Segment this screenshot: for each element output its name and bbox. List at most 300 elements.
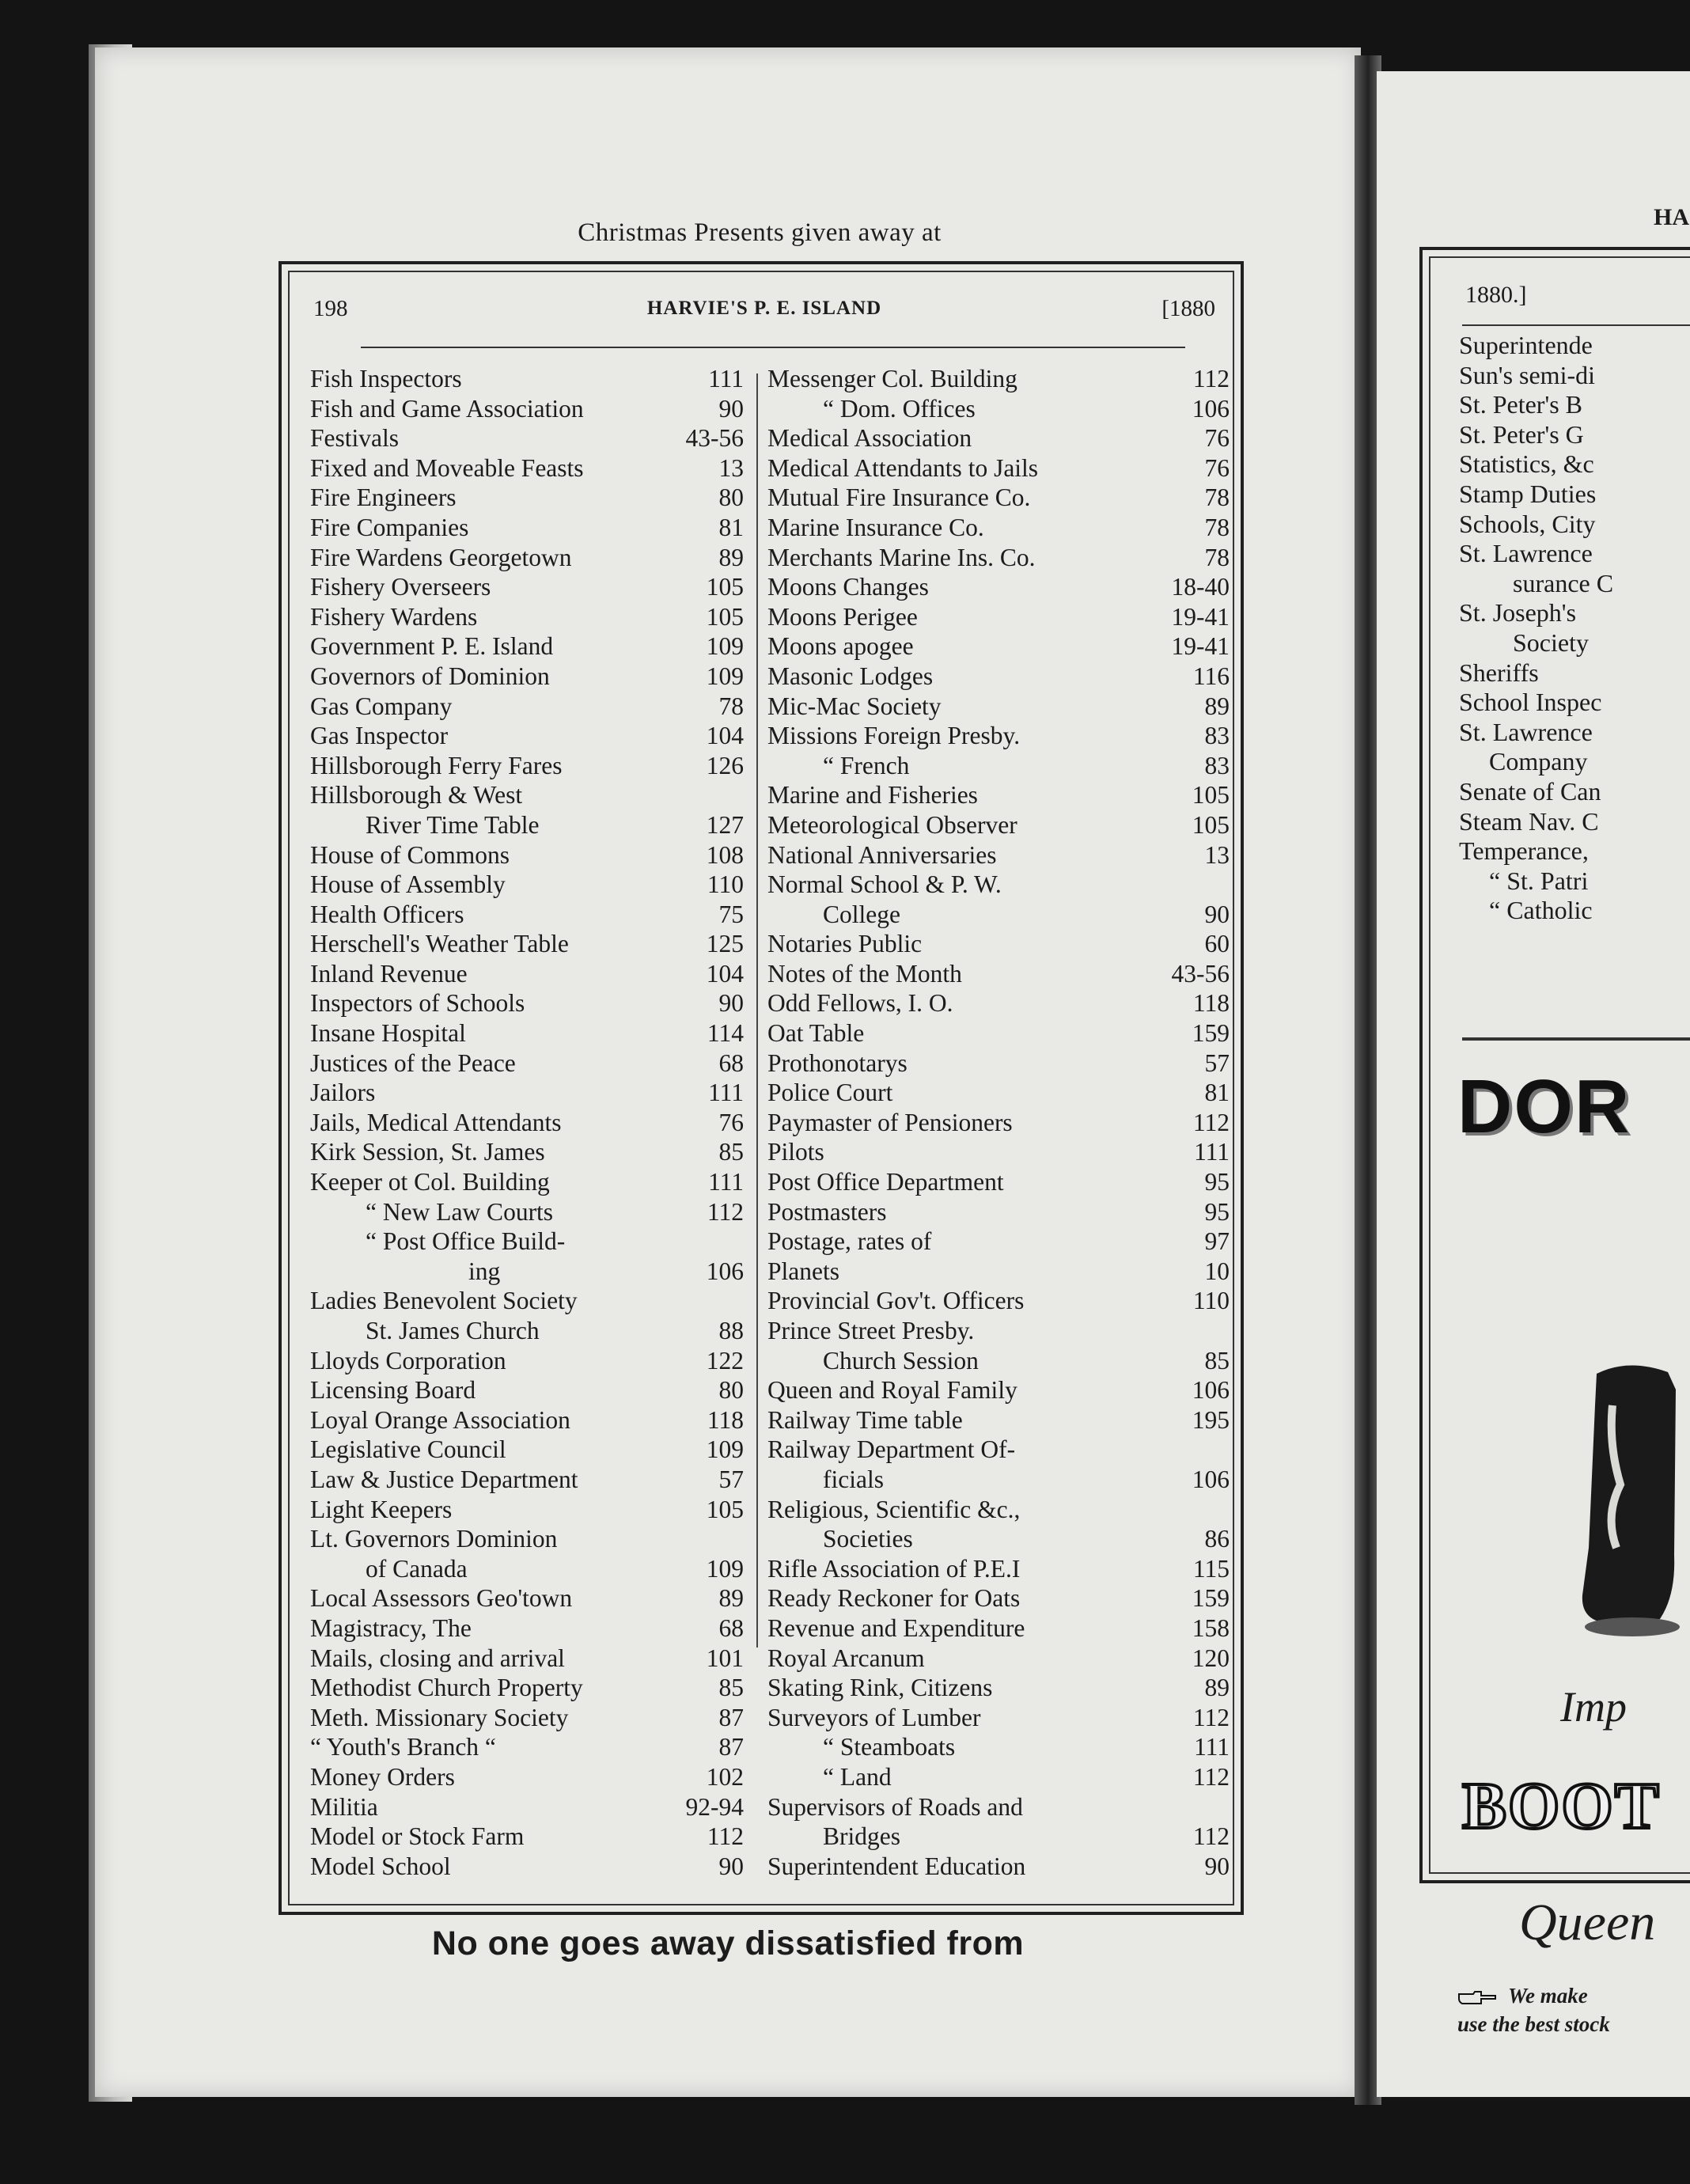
index-entry-title: Keeper ot Col. Building xyxy=(310,1168,550,1196)
index-entry-title: “ Youth's Branch “ xyxy=(310,1733,496,1761)
index-entry-page: 111 xyxy=(708,1079,744,1107)
index-entry-page: 57 xyxy=(1204,1048,1230,1077)
index-entry-page: 76 xyxy=(1204,424,1230,453)
index-entry-page: 19-41 xyxy=(1171,602,1230,631)
index-entry-title: Missions Foreign Presby. xyxy=(767,722,1021,750)
index-entry xyxy=(767,1583,1230,1613)
index-entry xyxy=(767,1613,1230,1644)
index-entry-title: Lloyds Corporation xyxy=(310,1346,506,1374)
index-entry-title: Fish Inspectors xyxy=(310,365,462,392)
index-entry-page: 109 xyxy=(706,1554,744,1583)
index-frame-inner xyxy=(288,271,1234,1905)
index-entry-page: 68 xyxy=(718,1613,744,1642)
index-entry xyxy=(767,1018,1230,1048)
index-entry-title: Local Assessors Geo'town xyxy=(310,1584,573,1613)
index-entry xyxy=(767,1227,1230,1257)
index-entry-title: Religious, Scientific &c., xyxy=(767,1495,1021,1523)
index-entry-page: 112 xyxy=(1192,365,1230,392)
index-entry xyxy=(310,662,744,692)
index-entry xyxy=(310,929,744,959)
index-entry xyxy=(767,483,1230,513)
index-entry-title: National Anniversaries xyxy=(767,840,997,869)
index-entry-title: Loyal Orange Association xyxy=(310,1405,570,1434)
index-entry xyxy=(310,1018,744,1048)
pointing-hand-icon xyxy=(1457,1989,1497,2007)
index-entry-title: Planets xyxy=(767,1257,839,1285)
index-entry-page: 112 xyxy=(707,1822,744,1851)
index-entry-page: 110 xyxy=(707,870,744,899)
index-entry xyxy=(310,394,744,424)
index-entry xyxy=(310,1792,744,1822)
right-index-entry: Company xyxy=(1489,747,1588,776)
ad-make-text xyxy=(1457,1981,1610,2038)
index-entry-page xyxy=(739,1286,744,1316)
index-entry-title: Queen and Royal Family xyxy=(767,1376,1017,1405)
index-entry-title: “ French xyxy=(823,751,910,779)
index-entry xyxy=(310,1286,744,1316)
index-entry-title: River Time Table xyxy=(366,810,540,839)
index-entry-page: 76 xyxy=(718,1108,744,1136)
index-entry xyxy=(767,1048,1230,1079)
index-entry xyxy=(767,1495,1230,1525)
index-column-right xyxy=(767,364,1230,1881)
running-title: HARVIE'S P. E. ISLAND xyxy=(646,298,882,319)
index-entry xyxy=(310,1762,744,1792)
right-page xyxy=(1377,71,1690,2097)
index-entry-title: Postmasters xyxy=(767,1197,887,1226)
right-index-entry: St. Peter's G xyxy=(1459,419,1584,449)
right-index-entry: Steam Nav. C xyxy=(1459,806,1599,836)
right-index-entry: St. Lawrence xyxy=(1459,539,1593,568)
index-entry-title: Postage, rates of xyxy=(767,1227,932,1256)
index-entry-page: 112 xyxy=(707,1197,744,1226)
right-index-entry: Temperance, xyxy=(1459,836,1589,866)
index-entry-page: 111 xyxy=(1194,1138,1230,1166)
index-entry xyxy=(767,1197,1230,1227)
index-entry-page: 105 xyxy=(706,573,744,601)
index-entry-page: 89 xyxy=(1204,692,1230,720)
index-entry-page: 43-56 xyxy=(685,424,744,453)
right-index-entry: “ St. Patri xyxy=(1489,866,1589,895)
index-entry xyxy=(767,751,1230,781)
index-entry xyxy=(310,1316,744,1346)
index-entry xyxy=(767,870,1230,900)
index-entry xyxy=(310,1078,744,1108)
index-entry-title: House of Commons xyxy=(310,840,510,869)
ad-title: DOR xyxy=(1457,1064,1631,1149)
index-entry xyxy=(310,602,744,632)
index-entry xyxy=(310,810,744,840)
index-entry-page: 89 xyxy=(718,1584,744,1613)
index-entry xyxy=(767,1137,1230,1167)
index-entry-page xyxy=(1225,1435,1230,1465)
index-entry xyxy=(767,1286,1230,1316)
index-entry-page: 80 xyxy=(718,1376,744,1405)
index-entry-title: Ladies Benevolent Society xyxy=(310,1287,578,1315)
index-entry-title: Skating Rink, Citizens xyxy=(767,1674,993,1702)
right-frame xyxy=(1419,247,1690,2036)
index-entry-title: “ Dom. Offices xyxy=(823,394,976,423)
index-entry-page: 111 xyxy=(708,365,744,392)
index-entry-page: 90 xyxy=(1204,1852,1230,1880)
index-entry-title: Fire Wardens Georgetown xyxy=(310,543,572,571)
index-entry-page: 120 xyxy=(1192,1644,1230,1672)
index-entry-page: 104 xyxy=(706,959,744,988)
index-entry-page: 159 xyxy=(1192,1584,1230,1613)
ad-line-1: We make xyxy=(1508,1984,1588,2008)
index-entry xyxy=(767,1108,1230,1138)
index-entry xyxy=(310,1346,744,1376)
index-entry-page: 85 xyxy=(1204,1346,1230,1374)
index-entry-title: Kirk Session, St. James xyxy=(310,1138,545,1166)
index-entry-page: 111 xyxy=(708,1168,744,1196)
index-entry xyxy=(767,1852,1230,1882)
index-entry-page: 78 xyxy=(1204,483,1230,512)
index-entry xyxy=(767,900,1230,930)
index-entry xyxy=(310,483,744,513)
index-entry-title: Moons Perigee xyxy=(767,602,918,631)
index-entry-title: Notes of the Month xyxy=(767,959,962,988)
index-entry xyxy=(767,1405,1230,1435)
index-entry-page: 76 xyxy=(1204,453,1230,482)
index-entry-page: 112 xyxy=(1192,1762,1230,1791)
index-entry-title: Legislative Council xyxy=(310,1435,506,1464)
index-entry-page: 118 xyxy=(707,1405,744,1434)
index-entry xyxy=(310,900,744,930)
index-entry xyxy=(310,1167,744,1197)
index-entry xyxy=(310,631,744,662)
index-entry-page: 13 xyxy=(718,453,744,482)
index-entry-title: Hillsborough Ferry Fares xyxy=(310,751,563,779)
index-entry-title: of Canada xyxy=(366,1554,468,1583)
index-entry-page: 112 xyxy=(1192,1822,1230,1851)
index-entry xyxy=(310,721,744,751)
index-entry-page xyxy=(739,1524,744,1554)
index-entry-title: Paymaster of Pensioners xyxy=(767,1108,1013,1136)
index-entry-page: 116 xyxy=(1192,662,1230,690)
index-entry xyxy=(310,1673,744,1703)
index-entry-title: Marine Insurance Co. xyxy=(767,513,984,541)
index-entry-page: 125 xyxy=(706,930,744,958)
index-entry-title: Model or Stock Farm xyxy=(310,1822,525,1851)
index-entry-title: Medical Association xyxy=(767,424,972,453)
index-entry-title: Magistracy, The xyxy=(310,1613,472,1642)
index-entry-page: 90 xyxy=(718,989,744,1018)
index-entry xyxy=(767,1762,1230,1792)
index-entry xyxy=(767,1822,1230,1852)
index-entry-page: 60 xyxy=(1204,930,1230,958)
index-entry-page: 80 xyxy=(718,483,744,512)
index-entry-page: 43-56 xyxy=(1171,959,1230,988)
index-entry-title: Fishery Overseers xyxy=(310,573,491,601)
index-entry-page: 90 xyxy=(1204,900,1230,928)
index-entry xyxy=(310,988,744,1018)
index-entry-title: Fixed and Moveable Feasts xyxy=(310,453,584,482)
index-entry-title: Mic-Mac Society xyxy=(767,692,942,720)
index-entry-title: Police Court xyxy=(767,1079,893,1107)
index-entry-title: Lt. Governors Dominion xyxy=(310,1525,558,1553)
index-entry-title: Inspectors of Schools xyxy=(310,989,525,1018)
index-entry-page: 95 xyxy=(1204,1168,1230,1196)
index-entry xyxy=(767,1375,1230,1405)
right-index-entry: Sheriffs xyxy=(1459,658,1539,687)
index-entry xyxy=(310,1495,744,1525)
index-entry xyxy=(767,780,1230,810)
header-rule xyxy=(361,347,1185,348)
index-entry xyxy=(767,1703,1230,1733)
index-entry xyxy=(310,513,744,543)
index-entry xyxy=(310,1732,744,1762)
index-entry-title: Meth. Missionary Society xyxy=(310,1703,569,1731)
index-entry xyxy=(767,810,1230,840)
index-entry-page: 108 xyxy=(706,840,744,869)
index-entry-title: Militia xyxy=(310,1792,378,1821)
index-entry-page: 68 xyxy=(718,1048,744,1077)
index-entry-page xyxy=(1225,870,1230,900)
index-entry xyxy=(767,572,1230,602)
index-entry xyxy=(310,1524,744,1554)
ad-line-2: use the best stock xyxy=(1457,2012,1610,2036)
index-entry-title: Justices of the Peace xyxy=(310,1048,516,1077)
index-entry-title: Meteorological Observer xyxy=(767,810,1017,839)
left-page xyxy=(95,47,1361,2097)
index-entry xyxy=(767,929,1230,959)
index-entry-page: 85 xyxy=(718,1674,744,1702)
index-entry xyxy=(767,1465,1230,1495)
right-index-list xyxy=(1459,331,1690,926)
index-entry-page xyxy=(739,780,744,810)
index-entry xyxy=(767,423,1230,453)
index-entry-title: “ New Law Courts xyxy=(366,1197,554,1226)
index-entry-page: 86 xyxy=(1204,1525,1230,1553)
index-entry-page: 158 xyxy=(1192,1613,1230,1642)
index-entry-title: Moons Changes xyxy=(767,573,929,601)
index-entry-page: 109 xyxy=(706,662,744,690)
index-entry xyxy=(310,1554,744,1584)
index-entry xyxy=(310,870,744,900)
index-entry xyxy=(767,840,1230,870)
index-entry-page: 90 xyxy=(718,1852,744,1880)
index-entry-title: Insane Hospital xyxy=(310,1019,466,1048)
index-entry xyxy=(310,1227,744,1257)
index-entry-title: Prince Street Presby. xyxy=(767,1317,975,1344)
index-entry-page: 18-40 xyxy=(1171,573,1230,601)
index-entry-page: 122 xyxy=(706,1346,744,1374)
index-entry xyxy=(767,1673,1230,1703)
ad-imp-text: Imp xyxy=(1560,1683,1627,1731)
index-entry-title: Law & Justice Department xyxy=(310,1465,578,1493)
index-entry-page: 112 xyxy=(1192,1108,1230,1136)
index-entry-page: 105 xyxy=(706,1495,744,1523)
index-entry xyxy=(767,453,1230,483)
index-entry-page: 78 xyxy=(1204,543,1230,571)
index-entry xyxy=(310,1375,744,1405)
index-entry xyxy=(767,1435,1230,1465)
index-entry xyxy=(310,692,744,722)
right-index-entry: Society xyxy=(1513,628,1589,657)
right-index-entry: “ Catholic xyxy=(1489,896,1593,925)
index-entry-page: 114 xyxy=(707,1019,744,1048)
index-entry-page: 57 xyxy=(718,1465,744,1493)
index-entry-title: Odd Fellows, I. O. xyxy=(767,989,953,1018)
index-entry-title: Methodist Church Property xyxy=(310,1674,583,1702)
top-banner: Christmas Presents given away at xyxy=(578,218,942,247)
index-entry xyxy=(310,1465,744,1495)
index-entry-title: Licensing Board xyxy=(310,1376,476,1405)
index-entry xyxy=(767,1346,1230,1376)
index-entry-page: 115 xyxy=(1192,1554,1230,1583)
index-entry xyxy=(310,751,744,781)
index-entry xyxy=(310,1405,744,1435)
index-entry xyxy=(767,513,1230,543)
index-entry-page: 87 xyxy=(718,1733,744,1761)
index-entry xyxy=(767,1524,1230,1554)
running-head xyxy=(313,296,1215,328)
index-entry-page: 104 xyxy=(706,722,744,750)
index-entry-page xyxy=(739,1227,744,1257)
index-entry-page: 88 xyxy=(718,1317,744,1344)
index-entry-page: 78 xyxy=(718,692,744,720)
index-entry-title: Fire Engineers xyxy=(310,483,457,512)
index-entry-page: 127 xyxy=(706,810,744,839)
index-entry-page: 109 xyxy=(706,1435,744,1464)
right-index-entry: Schools, City xyxy=(1459,509,1596,538)
index-entry-title: Railway Time table xyxy=(767,1405,963,1434)
index-entry-title: Masonic Lodges xyxy=(767,662,934,690)
index-entry-page: 89 xyxy=(718,543,744,571)
index-entry xyxy=(310,1703,744,1733)
index-entry xyxy=(310,1197,744,1227)
index-entry xyxy=(310,572,744,602)
index-entry-page: 83 xyxy=(1204,751,1230,779)
index-entry-title: ing xyxy=(468,1257,501,1285)
right-section-rule xyxy=(1462,1037,1690,1041)
index-entry-title: Railway Department Of- xyxy=(767,1435,1016,1464)
index-entry-title: Post Office Department xyxy=(767,1168,1004,1196)
index-entry xyxy=(767,662,1230,692)
index-entry xyxy=(767,631,1230,662)
index-entry-page: 89 xyxy=(1204,1674,1230,1702)
index-entry xyxy=(310,1822,744,1852)
index-entry-page: 75 xyxy=(718,900,744,928)
index-entry-page: 97 xyxy=(1204,1227,1230,1256)
index-entry-page: 106 xyxy=(706,1257,744,1285)
index-entry-page: 126 xyxy=(706,751,744,779)
index-entry-page: 85 xyxy=(718,1138,744,1166)
column-divider xyxy=(756,373,758,1647)
index-entry-title: Church Session xyxy=(823,1346,979,1374)
index-entry xyxy=(310,840,744,870)
index-entry-title: Notaries Public xyxy=(767,930,923,958)
index-entry-title: Medical Attendants to Jails xyxy=(767,453,1039,482)
index-entry-title: Jailors xyxy=(310,1079,376,1107)
right-index-entry: surance C xyxy=(1513,568,1614,597)
index-entry-title: Gas Company xyxy=(310,692,453,720)
index-entry-page: 106 xyxy=(1192,394,1230,423)
index-entry-title: Rifle Association of P.E.I xyxy=(767,1554,1021,1583)
index-entry-title: Marine and Fisheries xyxy=(767,781,978,810)
index-entry-page: 110 xyxy=(1192,1287,1230,1315)
index-entry-page: 87 xyxy=(718,1703,744,1731)
index-entry-page: 109 xyxy=(706,632,744,661)
index-entry xyxy=(767,988,1230,1018)
index-entry xyxy=(310,1048,744,1079)
right-frame-inner xyxy=(1429,256,1690,2036)
index-entry xyxy=(310,959,744,989)
index-entry xyxy=(767,1644,1230,1674)
index-entry-title: “ Post Office Build- xyxy=(366,1227,566,1256)
index-entry-page: 19-41 xyxy=(1171,632,1230,661)
index-entry-page: 90 xyxy=(718,394,744,423)
right-running-head: HA xyxy=(1654,204,1689,230)
index-entry-page: 78 xyxy=(1204,513,1230,541)
index-entry-title: Normal School & P. W. xyxy=(767,870,1002,899)
index-entry xyxy=(310,1613,744,1644)
index-entry xyxy=(767,1792,1230,1822)
index-entry xyxy=(310,364,744,394)
index-entry-title: Jails, Medical Attendants xyxy=(310,1108,562,1136)
index-entry-title: Surveyors of Lumber xyxy=(767,1703,981,1731)
right-index-entry: Sun's semi-di xyxy=(1459,360,1595,389)
index-entry xyxy=(310,1108,744,1138)
index-entry-title: Superintendent Education xyxy=(767,1852,1026,1880)
index-entry xyxy=(310,453,744,483)
index-entry-title: Fish and Game Association xyxy=(310,394,584,423)
index-entry xyxy=(310,1852,744,1882)
index-entry-page: 112 xyxy=(1192,1703,1230,1731)
index-entry-title: House of Assembly xyxy=(310,870,506,899)
index-entry-page: 106 xyxy=(1192,1465,1230,1493)
running-year: [1880 xyxy=(1161,296,1215,321)
index-entry-title: Bridges xyxy=(823,1822,900,1851)
index-entry-title: Prothonotarys xyxy=(767,1048,908,1077)
index-entry-title: Light Keepers xyxy=(310,1495,453,1523)
boot-illustration xyxy=(1573,1358,1684,1643)
index-entry xyxy=(767,1316,1230,1346)
right-index-entry: St. Joseph's xyxy=(1459,598,1577,628)
index-frame xyxy=(279,261,1244,1915)
index-entry xyxy=(767,1554,1230,1584)
index-entry-title: Provincial Gov't. Officers xyxy=(767,1287,1025,1315)
index-entry xyxy=(767,959,1230,989)
index-entry xyxy=(310,1435,744,1465)
index-entry-title: Governors of Dominion xyxy=(310,662,550,690)
index-entry xyxy=(767,1078,1230,1108)
index-entry-title: Inland Revenue xyxy=(310,959,468,988)
index-entry xyxy=(310,423,744,453)
index-entry-title: Festivals xyxy=(310,424,400,453)
page-number: 198 xyxy=(313,296,348,321)
index-entry-page: 92-94 xyxy=(685,1792,744,1821)
index-entry-page: 81 xyxy=(1204,1079,1230,1107)
index-entry-page xyxy=(1225,1316,1230,1346)
index-entry-page: 81 xyxy=(718,513,744,541)
index-entry xyxy=(767,394,1230,424)
index-entry xyxy=(767,364,1230,394)
index-entry-page xyxy=(1225,1792,1230,1822)
index-entry xyxy=(767,1732,1230,1762)
index-entry-title: College xyxy=(823,900,900,928)
ad-boots-text: BOOT xyxy=(1462,1769,1661,1843)
right-index-entry: Statistics, &c xyxy=(1459,449,1594,479)
index-entry-title: Fire Companies xyxy=(310,513,469,541)
index-entry-title: Supervisors of Roads and xyxy=(767,1792,1023,1821)
index-entry-title: Oat Table xyxy=(767,1019,865,1048)
index-entry-title: Fishery Wardens xyxy=(310,602,478,631)
index-entry-title: Money Orders xyxy=(310,1762,455,1791)
index-entry-title: “ Land xyxy=(823,1762,892,1791)
index-entry xyxy=(310,1137,744,1167)
